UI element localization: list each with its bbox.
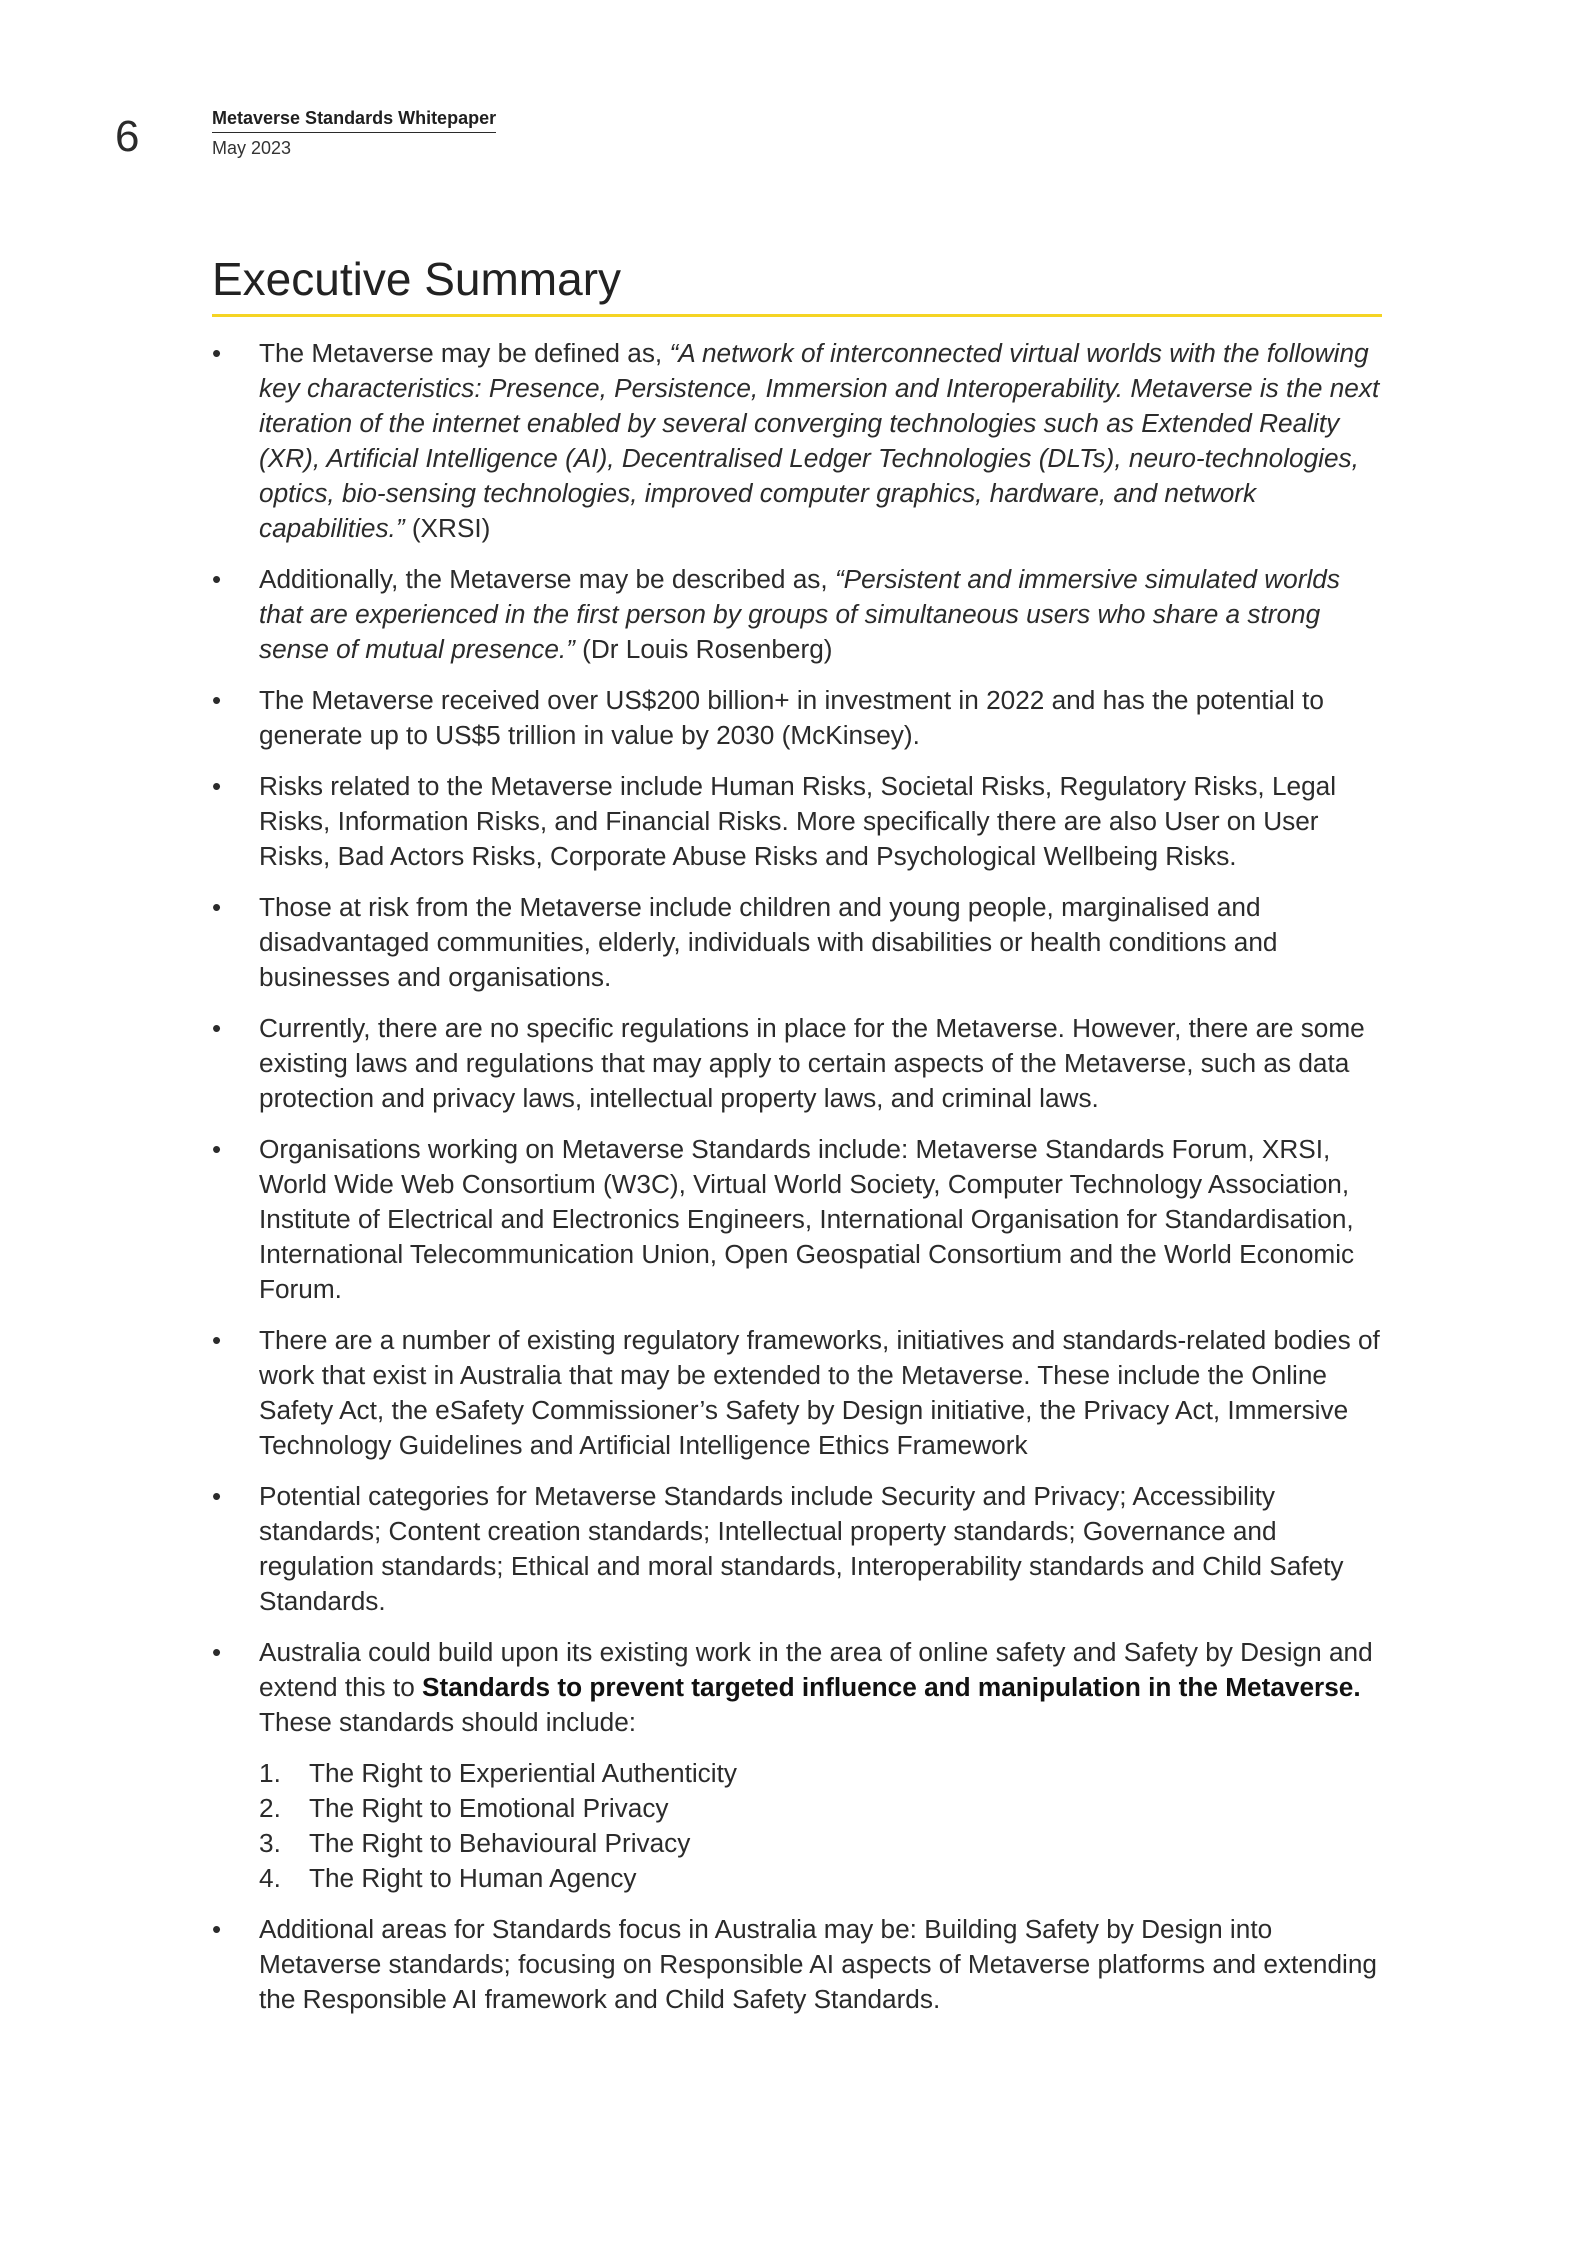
rosenberg-quote: “Persistent and immersive simulated worlds that are experienced in the first person by groups of simultaneous users who share a strong sense of mutual presence.” bbox=[259, 564, 1340, 664]
bullet-tail: These standards should include: bbox=[259, 1707, 637, 1737]
rights-list-item bbox=[259, 1791, 1387, 1826]
section-title: Executive Summary bbox=[212, 252, 1382, 317]
rights-list-item bbox=[259, 1826, 1387, 1861]
bullet-regulations: • Currently, there are no specific regulations in place for the Metaverse. However, there are some existing laws and regulations that may apply to certain aspects of the Metaverse, such as data protection and privacy laws, intellectual property laws, and criminal laws. bbox=[212, 1011, 1387, 1116]
page-number: 6 bbox=[115, 112, 140, 161]
document-date: May 2023 bbox=[212, 138, 292, 158]
bullet-lead: Australia could build upon its existing work in the area of online safety and Safety by Design and extend this to bbox=[259, 1637, 1373, 1702]
bullet-metaverse-definition bbox=[212, 336, 1387, 546]
bullet-lead: The Metaverse may be defined as, bbox=[259, 338, 670, 368]
rights-label: The Right to Human Agency bbox=[309, 1863, 637, 1893]
executive-summary-body bbox=[212, 336, 1387, 2033]
rights-number: 2. bbox=[259, 1793, 281, 1823]
bullet-investment: • The Metaverse received over US$200 billion+ in investment in 2022 and has the potential to generate up to US$5 trillion in value by 2030 (McKinsey). bbox=[212, 683, 1387, 753]
rights-number: 1. bbox=[259, 1758, 281, 1788]
bullet-additional-areas: • Additional areas for Standards focus in Australia may be: Building Safety by Design into Metaverse standards; focusing on Responsible AI aspects of Metaverse platforms and extending the Responsible AI framework and Child Safety Standards. bbox=[212, 1912, 1387, 2017]
bullet-standards-categories: • Potential categories for Metaverse Standards include Security and Privacy; Accessibility standards; Content creation standards; Intellectual property standards; Governance and regulation standards; Ethical and moral standards, Interoperability standards and Child Safety Standards. bbox=[212, 1479, 1387, 1619]
bullet-risks: • Risks related to the Metaverse include Human Risks, Societal Risks, Regulatory Risks, Legal Risks, Information Risks, and Financial Risks. More specifically there are also User on User Risks, Bad Actors Risks, Corporate Abuse Risks and Psychological Wellbeing Risks. bbox=[212, 769, 1387, 874]
bullet-metaverse-description bbox=[212, 562, 1387, 667]
xrsi-quote: “A network of interconnected virtual worlds with the following key characteristics: Presence, Persistence, Immersion and Interoperability. Metaverse is the next iteration of the internet enabled by several converging technologies such as Extended Reality (XR), Artificial Intelligence (AI), Decentralised Ledger Technologies (DLTs), neuro-technologies, optics, bio-sensing technologies, improved computer graphics, hardware, and network capabilities.” bbox=[259, 338, 1380, 543]
bullet-source: (XRSI) bbox=[404, 513, 491, 543]
bullet-source: (Dr Louis Rosenberg) bbox=[574, 634, 833, 664]
bold-standards-statement: Standards to prevent targeted influence and manipulation in the Metaverse. bbox=[422, 1672, 1361, 1702]
rights-label: The Right to Behavioural Privacy bbox=[309, 1828, 691, 1858]
bullet-lead: Additionally, the Metaverse may be described as, bbox=[259, 564, 835, 594]
rights-label: The Right to Emotional Privacy bbox=[309, 1793, 669, 1823]
rights-list bbox=[259, 1756, 1387, 1896]
running-header bbox=[212, 108, 496, 159]
rights-list-item bbox=[259, 1756, 1387, 1791]
rights-number: 4. bbox=[259, 1863, 281, 1893]
bullet-at-risk-groups: • Those at risk from the Metaverse include children and young people, marginalised and disadvantaged communities, elderly, individuals with disabilities or health conditions and businesses and organisations. bbox=[212, 890, 1387, 995]
bullet-australian-frameworks: • There are a number of existing regulatory frameworks, initiatives and standards-related bodies of work that exist in Australia that may be extended to the Metaverse. These include the Online Safety Act, the eSafety Commissioner’s Safety by Design initiative, the Privacy Act, Immersive Technology Guidelines and Artificial Intelligence Ethics Framework bbox=[212, 1323, 1387, 1463]
bullet-australia-build bbox=[212, 1635, 1387, 1896]
bullet-organisations: • Organisations working on Metaverse Standards include: Metaverse Standards Forum, XRSI, World Wide Web Consortium (W3C), Virtual World Society, Computer Technology Association, Institute of Electrical and Electronics Engineers, International Organisation for Standardisation, International Telecommunication Union, Open Geospatial Consortium and the World Economic Forum. bbox=[212, 1132, 1387, 1307]
summary-bullet-list bbox=[212, 336, 1387, 2017]
rights-label: The Right to Experiential Authenticity bbox=[309, 1758, 737, 1788]
rights-list-item bbox=[259, 1861, 1387, 1896]
document-title: Metaverse Standards Whitepaper bbox=[212, 108, 496, 133]
rights-number: 3. bbox=[259, 1828, 281, 1858]
